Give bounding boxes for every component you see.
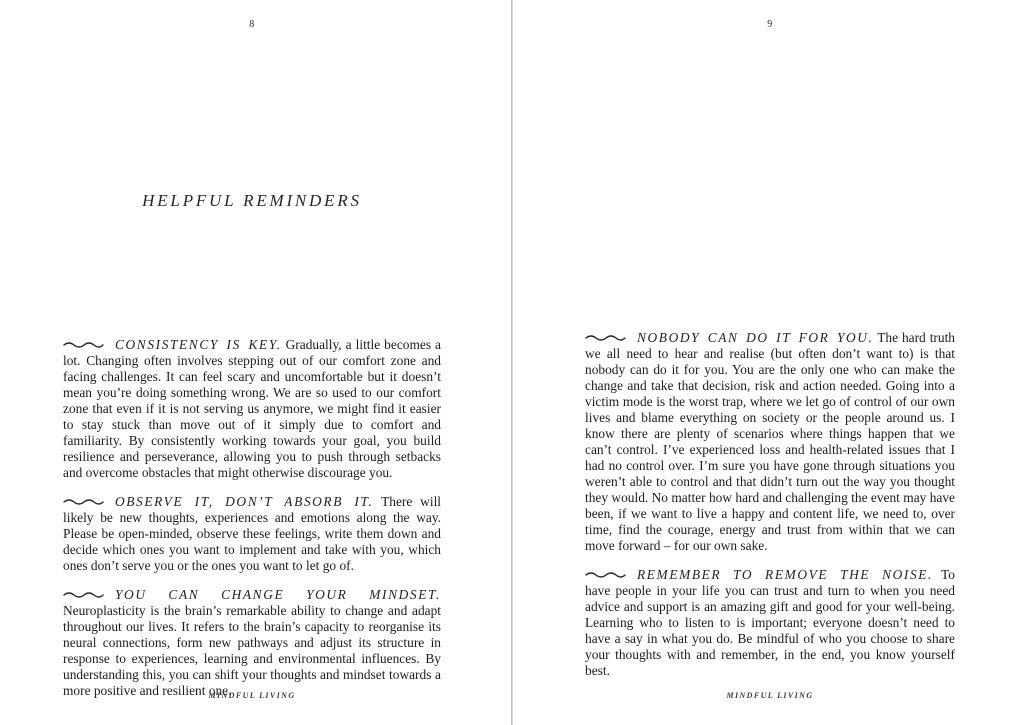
page-body-right (585, 330, 955, 679)
section-body: There will likely be new thoughts, experiences and emotions along the way. Please be open-minded, observe these feelings, write them down and decide which ones you want to implement and take with you, which ones don’t serve you or the ones you want to let go of. (63, 494, 442, 573)
section-body: Neuroplasticity is the brain’s remarkable ability to change and adapt throughout our lives. It refers to the brain’s capacity to reorganise its neural connections, form new pathways and adjust its structure in response to experiences, learning and environmental influences. By understanding this, you can shift your thoughts and mindset towards a more positive and resilient one. (63, 603, 441, 698)
squiggle-icon (585, 569, 626, 579)
section-paragraph (63, 587, 441, 699)
section-paragraph (63, 494, 441, 574)
squiggle-icon (63, 339, 104, 349)
section-heading: NOBODY CAN DO IT FOR YOU. (637, 330, 874, 345)
section-paragraph (585, 567, 955, 679)
squiggle-icon (63, 589, 104, 599)
running-footer-left: MINDFUL LIVING (208, 691, 296, 700)
section-body: To have people in your life you can trust and turn to when you need advice and support is an amazing gift and good for your well-being. Learning who to listen to is important; everyone doesn’t need to have a say in what you do. Be mindful of who you choose to share your thoughts with and remember, in the end, you know yourself best. (585, 567, 955, 678)
squiggle-icon (585, 332, 626, 342)
page-body-left (63, 337, 441, 699)
running-footer-right: MINDFUL LIVING (726, 691, 814, 700)
section-paragraph (63, 337, 441, 481)
section-body: The hard truth we all need to hear and realise (but often don’t want to) is that nobody can do it for you. You are the only one who can make the change and take that decision, risk and action needed. Going into a victim mode is the worst trap, where we let go of control of our own lives and blame everything on society or the people around us. I know there are plenty of scenarios where things happen that we can’t control. I’ve experienced loss and health-related issues that I had no control over. I’m sure you have gone through situations you weren’t able to control and that didn’t turn out the way you thought they would. No matter how hard and challenging the event may have been, if we want to live a happy and content life, we need to, over time, find the courage, energy and trust from within that we can move forward – for our own sake. (585, 330, 955, 553)
section-heading: OBSERVE IT, DON’T ABSORB IT. (115, 494, 374, 509)
section-body: Gradually, a little becomes a lot. Changing often involves stepping out of our comfort zone and facing challenges. It can feel scary and uncomfortable but it doesn’t mean you’re doing something wrong. We are so used to our comfort zone that even if it is not serving us anymore, we might find it easier to stay stuck than move out of it simply due to comfort and familiarity. By consistently working towards your goal, you build resilience and perseverance, allowing you to push through setbacks and overcome obstacles that might otherwise discourage you. (63, 337, 441, 480)
page-left (0, 0, 511, 725)
section-heading: CONSISTENCY IS KEY. (115, 337, 282, 352)
page-right (513, 0, 1024, 725)
chapter-title: HELPFUL REMINDERS (142, 191, 362, 210)
squiggle-icon (63, 496, 104, 506)
section-heading: YOU CAN CHANGE YOUR MINDSET. (115, 587, 441, 602)
page-number-left: 8 (249, 19, 255, 30)
section-paragraph (585, 330, 955, 554)
page-number-right: 9 (767, 19, 773, 30)
section-heading: REMEMBER TO REMOVE THE NOISE. (637, 567, 933, 582)
